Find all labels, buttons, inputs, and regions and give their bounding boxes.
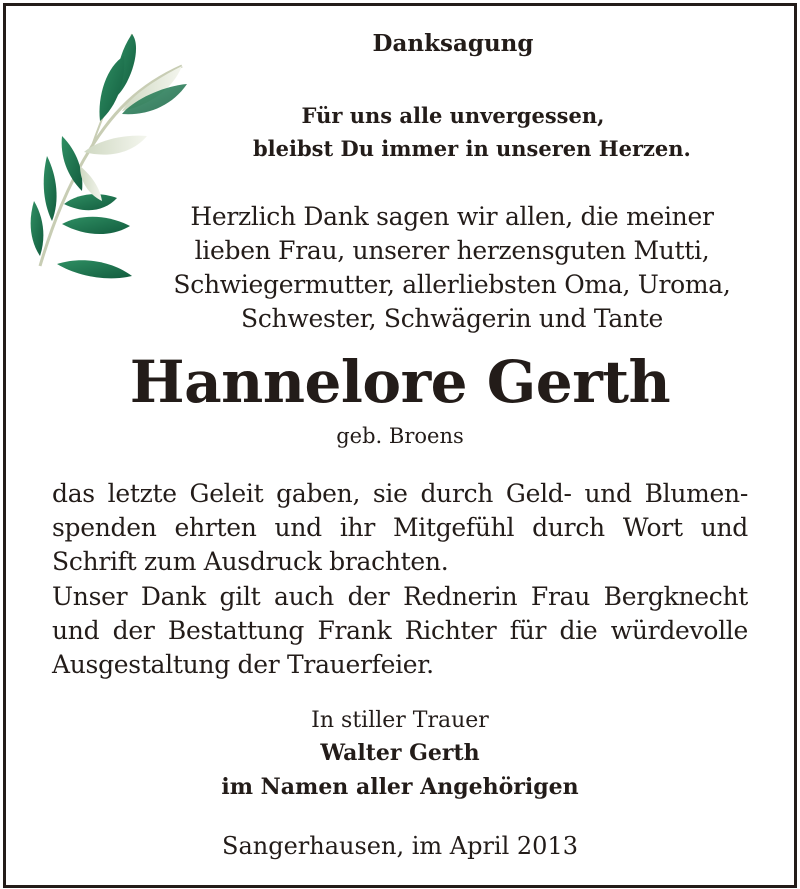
motto-line-1: Für uns alle unvergessen, — [301, 103, 605, 128]
body-line-4: Unser Dank gilt auch der Rednerin Frau Bergknecht — [52, 582, 748, 611]
signer-subtitle: im Namen aller Angehörigen — [221, 774, 579, 800]
thanks-line-2: lieben Frau, unserer herzensguten Mutti, — [194, 236, 710, 265]
body-line-1: das letzte Geleit gaben, sie durch Geld- und Blumen- — [52, 479, 748, 508]
closing-line: In stiller Trauer — [311, 708, 489, 733]
thanks-line-4: Schwester, Schwägerin und Tante — [241, 304, 663, 333]
motto-line-2: bleibst Du immer in unseren Herzen. — [253, 136, 691, 161]
signer-name: Walter Gerth — [320, 740, 480, 766]
deceased-name: Hannelore Gerth — [129, 348, 671, 416]
notice-title: Danksagung — [372, 30, 534, 57]
thanks-line-1: Herzlich Dank sagen wir allen, die meiner — [190, 202, 714, 231]
body-line-6: Ausgestaltung der Trauerfeier. — [52, 650, 434, 679]
place-date: Sangerhausen, im April 2013 — [222, 832, 578, 860]
body-line-3: Schrift zum Ausdruck brachten. — [52, 547, 449, 576]
thanks-line-3: Schwiegermutter, allerliebsten Oma, Uroma, — [173, 270, 731, 299]
birth-name: geb. Broens — [336, 424, 464, 448]
body-line-2: spenden ehrten und ihr Mitgefühl durch Wort und — [52, 513, 748, 542]
body-line-5: und der Bestattung Frank Richter für die würdevolle — [52, 616, 748, 645]
